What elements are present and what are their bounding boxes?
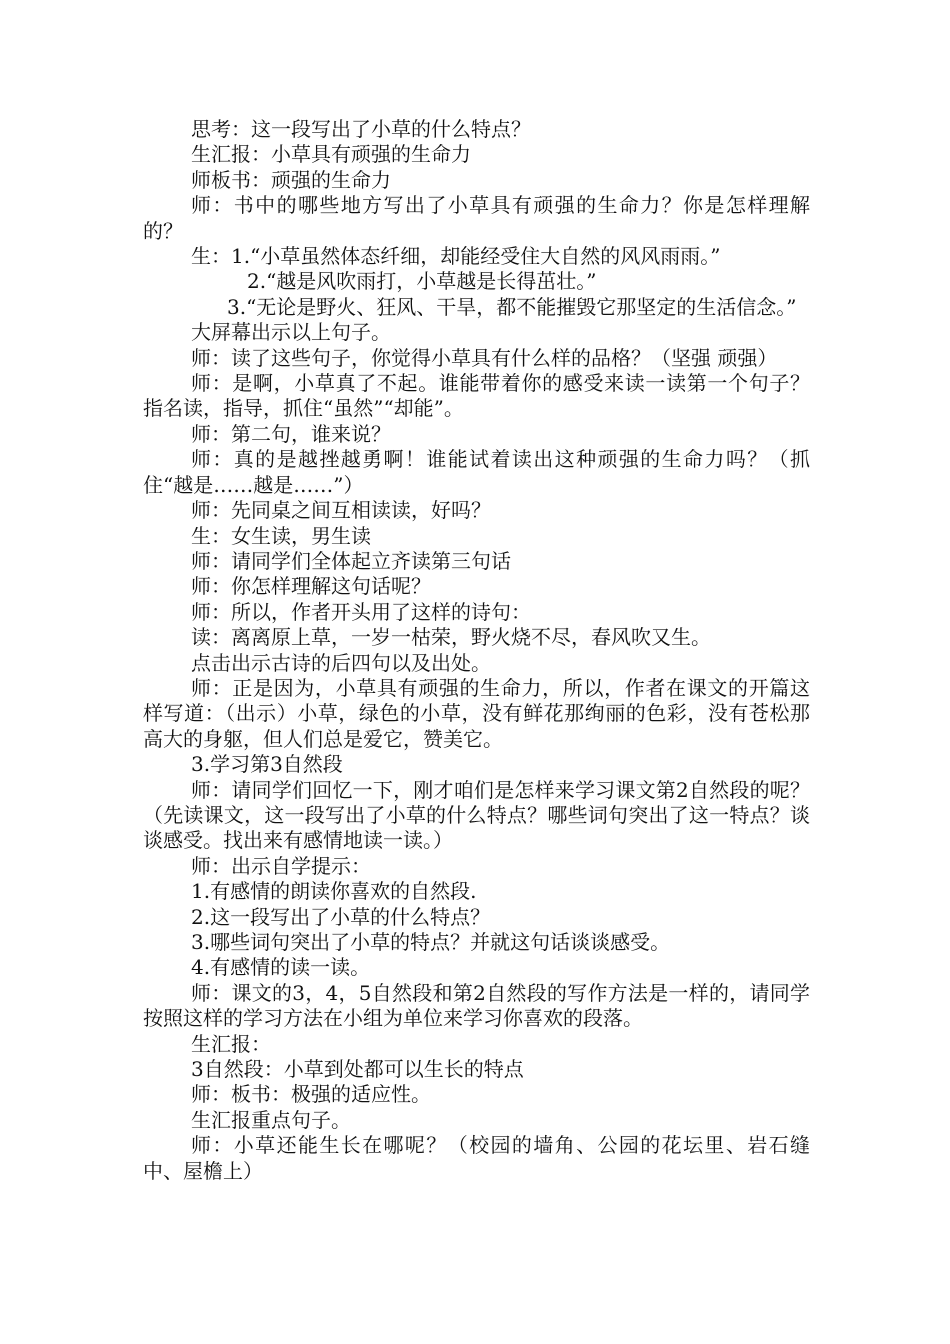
paragraph: 点击出示古诗的后四句以及出处。 (191, 650, 491, 675)
paragraph: 生：女生读，男生读 (191, 523, 371, 548)
paragraph: 师：课文的3，4，5自然段和第2自然段的写作方法是一样的，请同学按照这样的学习方法在小组为单位来学习你喜欢的段落。 (143, 980, 810, 1031)
paragraph: 师：所以，作者开头用了这样的诗句： (191, 599, 531, 624)
paragraph: 2.“越是风吹雨打，小草越是长得茁壮。” (247, 269, 597, 294)
paragraph: 师：请同学们回忆一下，刚才咱们是怎样来学习课文第2自然段的呢？（先读课文，这一段写出了小草的什么特点？哪些词句突出了这一特点？谈谈感受。找出来有感情地读一读。） (143, 777, 810, 853)
paragraph: 师：你怎样理解这句话呢？ (191, 574, 431, 599)
document-body (143, 117, 810, 1184)
paragraph: 师板书：顽强的生命力 (191, 167, 391, 192)
paragraph: 4.有感情的读一读。 (191, 955, 371, 980)
paragraph: 师：真的是越挫越勇啊！谁能试着读出这种顽强的生命力吗？（抓住“越是……越是……”） (143, 447, 810, 497)
paragraph: 1.有感情的朗读你喜欢的自然段. (191, 879, 477, 904)
paragraph: 生汇报：小草具有顽强的生命力 (191, 142, 471, 167)
paragraph: 生汇报： (191, 1031, 271, 1056)
paragraph: 3.“无论是野火、狂风、干旱，都不能摧毁它那坚定的生活信念。” (227, 294, 797, 319)
paragraph: 3.哪些词句突出了小草的特点？并就这句话谈谈感受。 (191, 930, 671, 954)
paragraph: 师：板书：极强的适应性。 (191, 1082, 431, 1107)
paragraph: 师：先同桌之间互相读读，好吗？ (191, 498, 491, 523)
paragraph: 师：是啊，小草真了不起。谁能带着你的感受来读一读第一个句子？指名读，指导，抓住“虽然”“却能”。 (143, 371, 810, 421)
paragraph: 师：读了这些句子，你觉得小草具有什么样的品格？（坚强 顽强） (191, 345, 778, 370)
paragraph: 师：请同学们全体起立齐读第三句话 (191, 548, 511, 573)
paragraph: 生汇报重点句子。 (191, 1107, 351, 1132)
paragraph: 3自然段：小草到处都可以生长的特点 (191, 1057, 524, 1082)
paragraph: 思考：这一段写出了小草的什么特点？ (191, 117, 531, 141)
paragraph: 生：1.“小草虽然体态纤细，却能经受住大自然的风风雨雨。” (191, 244, 721, 269)
paragraph: 大屏幕出示以上句子。 (191, 320, 391, 345)
paragraph: 师：正是因为，小草具有顽强的生命力，所以，作者在课文的开篇这样写道：（出示）小草，绿色的小草，没有鲜花那绚丽的色彩，没有苍松那高大的身躯，但人们总是爱它，赞美它。 (143, 675, 810, 751)
paragraph: 读：离离原上草，一岁一枯荣，野火烧不尽，春风吹又生。 (191, 625, 711, 650)
paragraph: 3.学习第3自然段 (191, 752, 343, 777)
paragraph: 师：第二句，谁来说？ (191, 421, 391, 446)
paragraph: 师：书中的哪些地方写出了小草具有顽强的生命力？你是怎样理解的？ (143, 193, 810, 243)
paragraph: 师：出示自学提示： (191, 853, 371, 878)
paragraph: 师：小草还能生长在哪呢？（校园的墙角、公园的花坛里、岩石缝中、屋檐上） (143, 1133, 810, 1183)
paragraph: 2.这一段写出了小草的什么特点？ (191, 904, 491, 929)
